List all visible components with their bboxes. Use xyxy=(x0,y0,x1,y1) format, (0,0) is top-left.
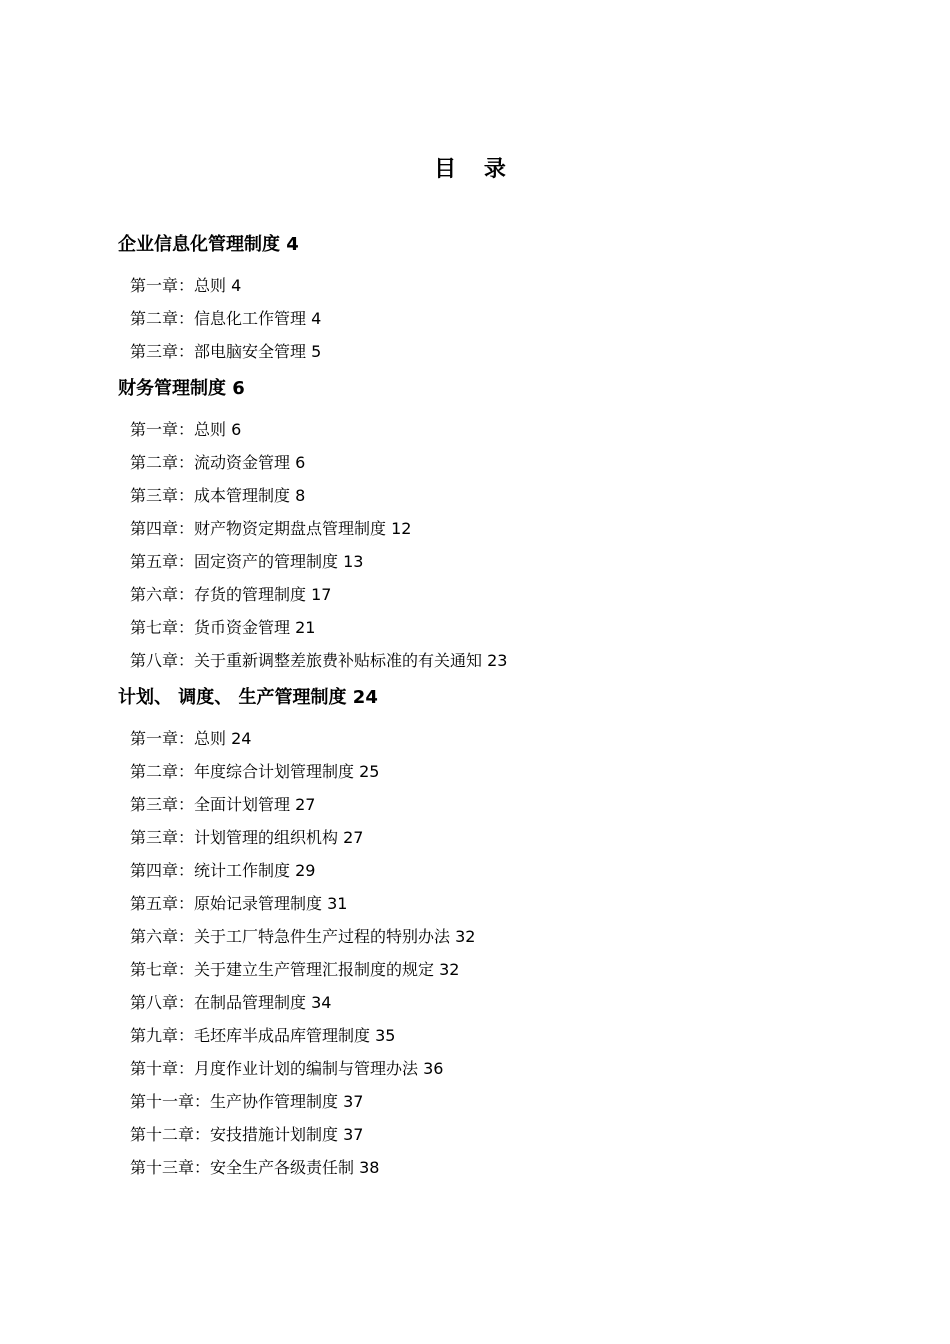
toc-entry[interactable]: 第四章：财产物资定期盘点管理制度 12 xyxy=(130,519,412,538)
toc-entry[interactable]: 第一章：总则 6 xyxy=(130,420,242,439)
toc-entry[interactable]: 第三章：全面计划管理 27 xyxy=(130,795,316,814)
toc-entry[interactable]: 第二章：信息化工作管理 4 xyxy=(130,309,322,328)
section-heading[interactable]: 计划、 调度、 生产管理制度 24 xyxy=(118,687,378,708)
toc-entry[interactable]: 第二章：年度综合计划管理制度 25 xyxy=(130,762,380,781)
toc-entry[interactable]: 第九章：毛坯库半成品库管理制度 35 xyxy=(130,1026,396,1045)
section-heading[interactable]: 企业信息化管理制度 4 xyxy=(118,234,299,255)
toc-entry[interactable]: 第三章：部电脑安全管理 5 xyxy=(130,342,322,361)
toc-title: 目 录 xyxy=(434,157,516,182)
toc-entry[interactable]: 第六章：关于工厂特急件生产过程的特别办法 32 xyxy=(130,927,476,946)
toc-entry[interactable]: 第二章：流动资金管理 6 xyxy=(130,453,306,472)
toc-entry[interactable]: 第七章：关于建立生产管理汇报制度的规定 32 xyxy=(130,960,460,979)
toc-section-it-management xyxy=(118,230,878,368)
section-heading[interactable]: 财务管理制度 6 xyxy=(118,378,245,399)
table-of-contents xyxy=(118,230,878,1184)
toc-entry[interactable]: 第十二章：安技措施计划制度 37 xyxy=(130,1125,364,1144)
toc-entry[interactable]: 第十章：月度作业计划的编制与管理办法 36 xyxy=(130,1059,444,1078)
toc-entry[interactable]: 第三章：成本管理制度 8 xyxy=(130,486,306,505)
toc-entry[interactable]: 第七章：货币资金管理 21 xyxy=(130,618,316,637)
toc-entry[interactable]: 第三章：计划管理的组织机构 27 xyxy=(130,828,364,847)
toc-entry[interactable]: 第十一章：生产协作管理制度 37 xyxy=(130,1092,364,1111)
toc-entry[interactable]: 第六章：存货的管理制度 17 xyxy=(130,585,332,604)
toc-entry[interactable]: 第四章：统计工作制度 29 xyxy=(130,861,316,880)
toc-entry[interactable]: 第八章：关于重新调整差旅费补贴标准的有关通知 23 xyxy=(130,651,508,670)
toc-entry[interactable]: 第一章：总则 24 xyxy=(130,729,252,748)
toc-entry[interactable]: 第八章：在制品管理制度 34 xyxy=(130,993,332,1012)
toc-section-production xyxy=(118,683,878,1184)
toc-section-finance xyxy=(118,374,878,677)
toc-entry[interactable]: 第五章：原始记录管理制度 31 xyxy=(130,894,348,913)
toc-entry[interactable]: 第十三章：安全生产各级责任制 38 xyxy=(130,1158,380,1177)
toc-entry[interactable]: 第五章：固定资产的管理制度 13 xyxy=(130,552,364,571)
toc-entry[interactable]: 第一章：总则 4 xyxy=(130,276,242,295)
